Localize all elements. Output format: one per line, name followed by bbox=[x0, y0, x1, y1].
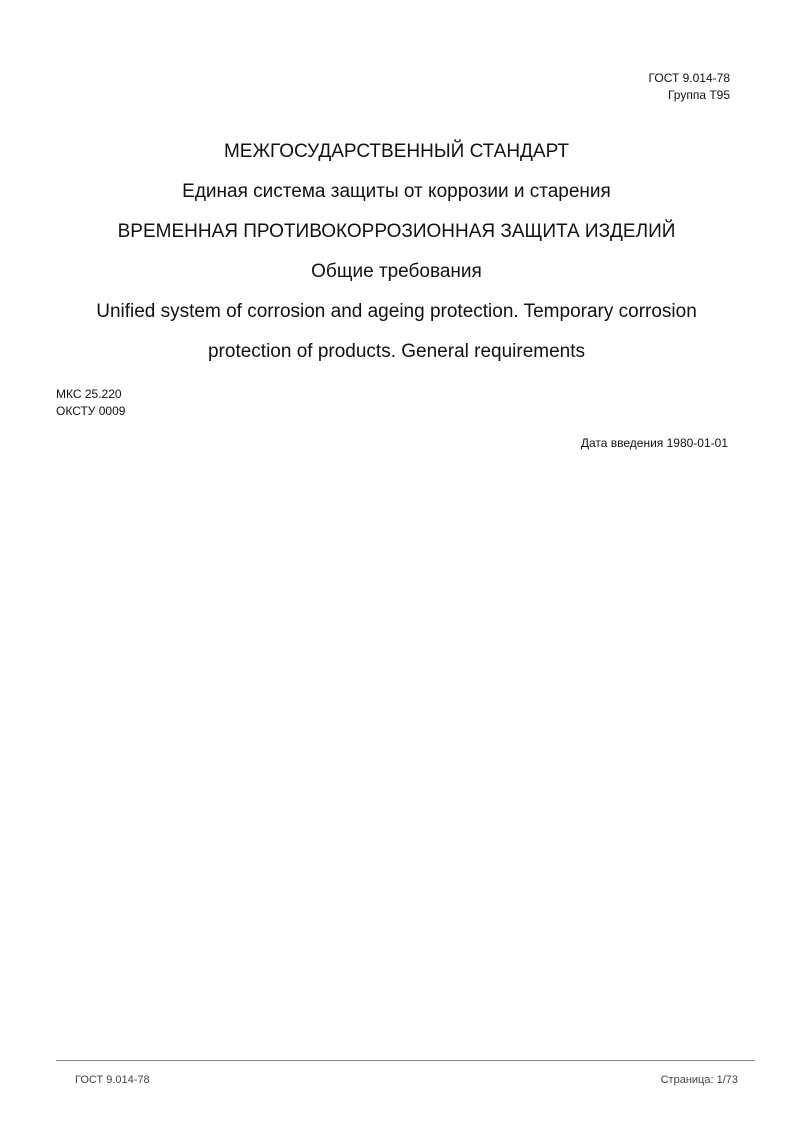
footer-divider bbox=[56, 1060, 755, 1061]
english-title-line-1: Unified system of corrosion and ageing protection. Temporary corrosion bbox=[96, 301, 697, 322]
classification-codes bbox=[56, 386, 125, 420]
standard-code: ГОСТ 9.014-78 bbox=[648, 71, 730, 85]
introduction-date: Дата введения 1980-01-01 bbox=[580, 436, 728, 450]
document-title-block bbox=[0, 132, 793, 372]
footer-page-number: Страница: 1/73 bbox=[660, 1074, 738, 1086]
system-name: Единая система защиты от коррозии и старения bbox=[182, 181, 611, 202]
document-subtitle: Общие требования bbox=[311, 261, 482, 282]
footer-doc-code: ГОСТ 9.014-78 bbox=[75, 1074, 150, 1086]
mks-code: МКС 25.220 bbox=[56, 387, 122, 401]
okstu-code: ОКСТУ 0009 bbox=[56, 404, 126, 418]
document-title: ВРЕМЕННАЯ ПРОТИВОКОРРОЗИОННАЯ ЗАЩИТА ИЗДЕЛИЙ bbox=[117, 221, 676, 242]
english-title-line-2: protection of products. General requirements bbox=[207, 341, 586, 362]
header-codes bbox=[649, 70, 730, 104]
standard-type-heading: МЕЖГОСУДАРСТВЕННЫЙ СТАНДАРТ bbox=[223, 141, 569, 162]
group-code: Группа Т95 bbox=[667, 88, 730, 102]
